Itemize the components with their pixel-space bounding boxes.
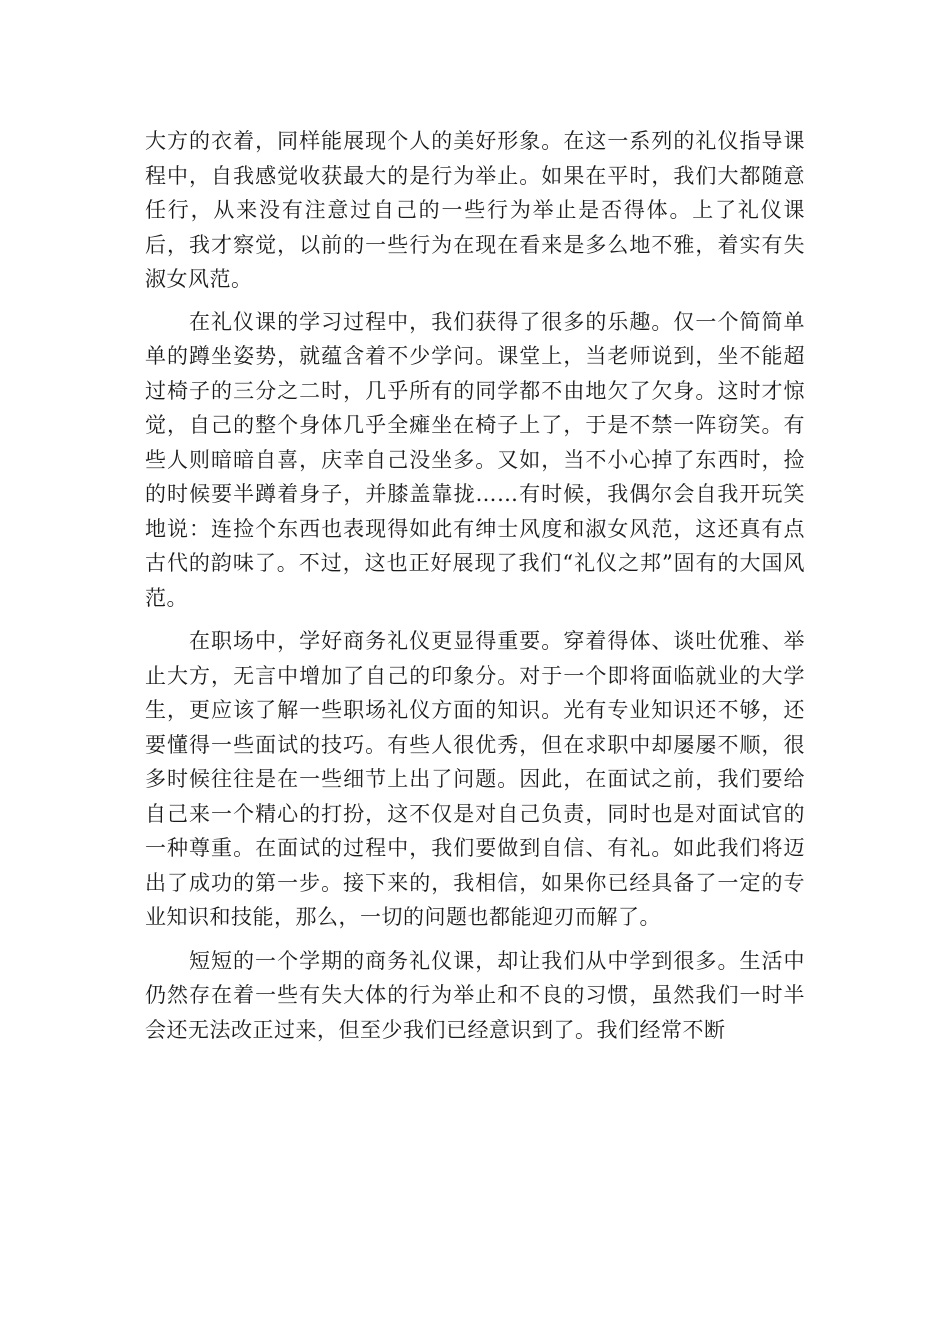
paragraph-workplace: 在职场中，学好商务礼仪更显得重要。穿着得体、谈吐优雅、举止大方，无言中增加了自己的印象分。对于一个即将面临就业的大学生，更应该了解一些职场礼仪方面的知识。光有专业知识还不够，还要懂得一些面试的技巧。有些人很优秀，但在求职中却屡屡不顺，很多时候往往是在一些细节上出了问题。因此，在面试之前，我们要给自己来一个精心的打扮，这不仅是对自己负责，同时也是对面试官的一种尊重。在面试的过程中，我们要做到自信、有礼。如此我们将迈出了成功的第一步。接下来的，我相信，如果你已经具备了一定的专业知识和技能，那么，一切的问题也都能迎刃而解了。	[145, 629, 805, 929]
document-page	[145, 124, 805, 1047]
paragraph-semester-summary: 短短的一个学期的商务礼仪课，却让我们从中学到很多。生活中仍然存在着一些有失大体的行为举止和不良的习惯，虽然我们一时半会还无法改正过来，但至少我们已经意识到了。我们经常不断	[145, 948, 805, 1042]
paragraph-etiquette-class: 在礼仪课的学习过程中，我们获得了很多的乐趣。仅一个简简单单的蹲坐姿势，就蕴含着不少学问。课堂上，当老师说到，坐不能超过椅子的三分之二时，几乎所有的同学都不由地欠了欠身。这时才惊觉，自己的整个身体几乎全瘫坐在椅子上了，于是不禁一阵窃笑。有些人则暗暗自喜，庆幸自己没坐多。又如，当不小心掉了东西时，捡的时候要半蹲着身子，并膝盖靠拢……有时候，我偶尔会自我开玩笑地说：连捡个东西也表现得如此有绅士风度和淑女风范，这还真有点古代的韵味了。不过，这也正好展现了我们“礼仪之邦”固有的大国风范。	[145, 309, 805, 610]
paragraph-continued: 大方的衣着，同样能展现个人的美好形象。在这一系列的礼仪指导课程中，自我感觉收获最大的是行为举止。如果在平时，我们大都随意任行，从来没有注意过自己的一些行为举止是否得体。上了礼仪课后，我才察觉，以前的一些行为在现在看来是多么地不雅，着实有失淑女风范。	[145, 129, 805, 291]
